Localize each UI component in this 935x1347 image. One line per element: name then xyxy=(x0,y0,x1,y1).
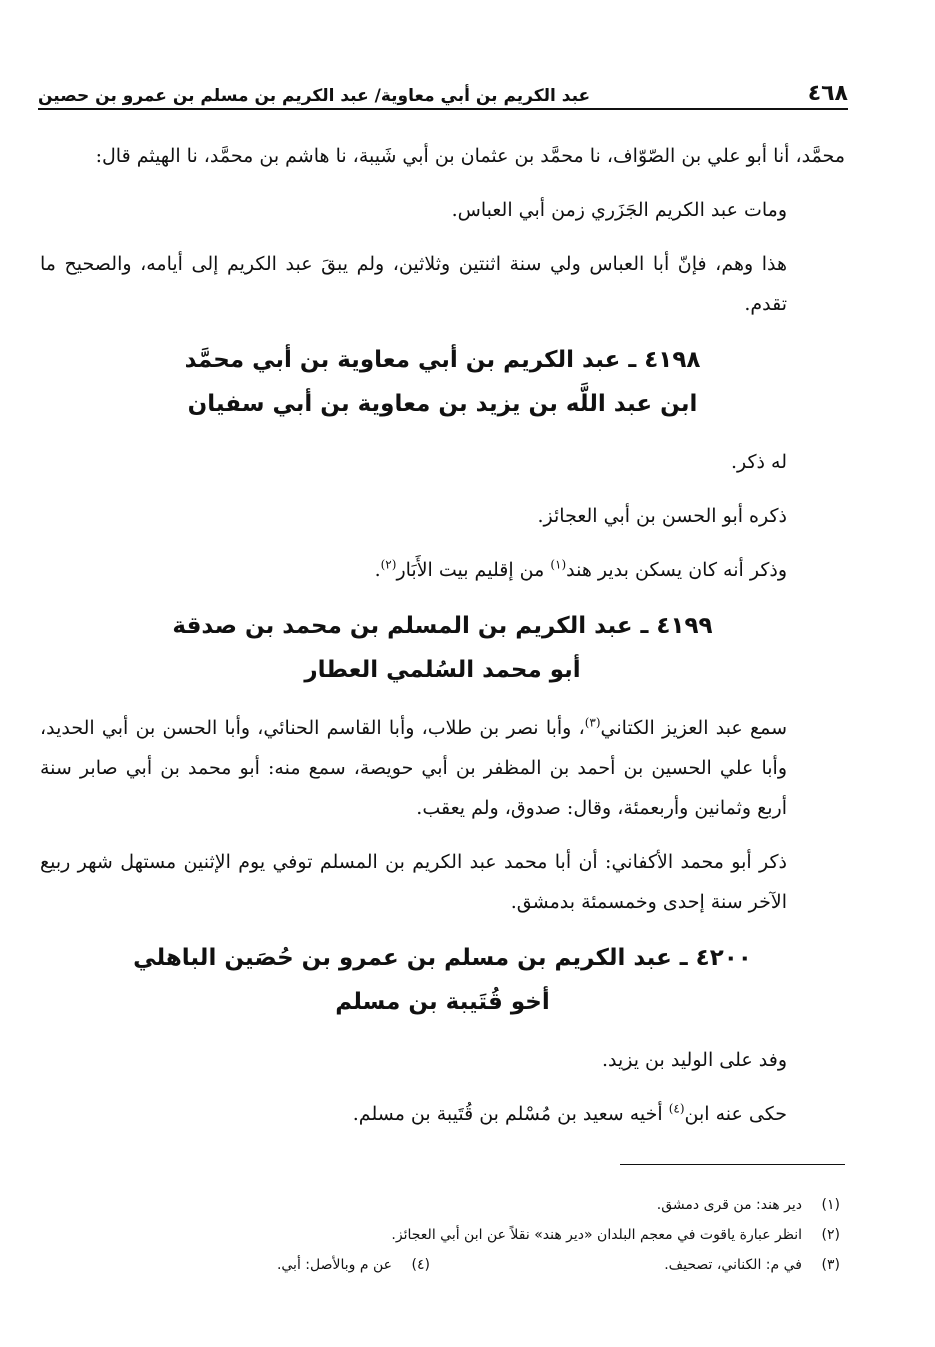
text-run: وذكر أنه كان يسكن بدير هند xyxy=(566,559,787,581)
footnote-ref-2[interactable]: (٢) xyxy=(380,557,397,572)
paragraph xyxy=(40,550,845,590)
paragraph xyxy=(40,1094,845,1134)
footnote-text: عن م وبالأصل: أبي. xyxy=(276,1257,392,1273)
paragraph: وفد على الوليد بن يزيد. xyxy=(601,1049,787,1071)
footnote-separator xyxy=(620,1164,845,1165)
footnote-1 xyxy=(657,1190,840,1220)
paragraph: هذا وهم، فإنّ أبا العباس ولي سنة اثنتين وثلاثين، ولم يبقَ عبد الكريم إلى أيامه، والصحيح ما تقدم. xyxy=(40,253,787,315)
entry-title-line2: أخو قُتَيبة بن مسلم xyxy=(335,989,550,1015)
footnote-number: (٢) xyxy=(821,1227,840,1243)
footnote-row xyxy=(40,1250,840,1280)
text-run: أخيه سعيد بن مُسْلم بن قُتَيبة بن مسلم. xyxy=(352,1103,669,1125)
footnote-number: (٤) xyxy=(411,1257,430,1273)
paragraph xyxy=(40,708,845,828)
footnote-ref-3[interactable]: (٣) xyxy=(584,715,601,730)
text-run: حكى عنه ابن xyxy=(684,1103,787,1125)
footnote-4 xyxy=(277,1250,430,1280)
footnotes xyxy=(40,1190,840,1280)
entry-title-line2: أبو محمد السُلمي العطار xyxy=(304,657,581,683)
footnote-number: (٣) xyxy=(821,1257,840,1273)
entry-title-line2: ابن عبد اللَّه بن يزيد بن معاوية بن أبي سفيان xyxy=(187,391,698,417)
text-run: ، وأبا نصر بن طلاب، وأبا القاسم الحنائي، وأبا الحسن بن أبي الحديد، وأبا علي الحسين بن أحمد بن المظفر بن أبي حويصة، سمع منه: أبو محمد بن أبي صابر سنة أربع وثمانين وأربعمئة، وقال: صدوق، ولم يعقب. xyxy=(40,717,787,819)
paragraph: ومات عبد الكريم الجَزَري زمن أبي العباس. xyxy=(451,199,787,221)
footnote-text: في م: الكناني، تصحيف. xyxy=(664,1257,802,1273)
page-header xyxy=(38,72,848,106)
text-run: من إقليم بيت الأَبَار xyxy=(396,559,551,581)
page-number: ٤٦٨ xyxy=(807,81,848,106)
entry-heading-4200 xyxy=(40,936,845,1024)
running-title: عبد الكريم بن أبي معاوية/ عبد الكريم بن مسلم بن عمرو بن حصين xyxy=(38,86,591,106)
entry-heading-4198 xyxy=(40,338,845,426)
paragraph: له ذكر. xyxy=(730,451,787,473)
paragraph: ذكر أبو محمد الأكفاني: أن أبا محمد عبد الكريم بن المسلم توفي يوم الإثنين مستهل شهر ربيع الآخر سنة إحدى وخمسمئة بدمشق. xyxy=(40,851,787,913)
text-run: سمع عبد العزيز الكتاني xyxy=(600,717,787,739)
entry-title-line1: ٤٢٠٠ ـ عبد الكريم بن مسلم بن عمرو بن حُصَين الباهلي xyxy=(133,945,752,971)
main-text xyxy=(40,136,845,1148)
paragraph: ذكره أبو الحسن بن أبي العجائز. xyxy=(537,505,787,527)
footnote-row xyxy=(40,1190,840,1220)
footnote-text: دير هند: من قرى دمشق. xyxy=(656,1197,802,1213)
footnote-2 xyxy=(391,1220,840,1250)
header-rule xyxy=(38,108,848,110)
entry-heading-4199 xyxy=(40,604,845,692)
footnote-number: (١) xyxy=(821,1197,840,1213)
paragraph: محمَّد، أنا أبو علي بن الصّوّاف، نا محمَّد بن عثمان بن أبي شَيبة، نا هاشم بن محمَّد، نا الهيثم قال: xyxy=(95,145,845,167)
footnote-text: انظر عبارة ياقوت في معجم البلدان «دير هند» نقلاً عن ابن أبي العجائز. xyxy=(391,1227,802,1243)
text-run: . xyxy=(374,559,381,581)
footnote-3 xyxy=(430,1250,840,1280)
footnote-ref-1[interactable]: (١) xyxy=(550,557,567,572)
entry-title-line1: ٤١٩٨ ـ عبد الكريم بن أبي معاوية بن أبي محمَّد xyxy=(184,347,701,373)
footnote-ref-4[interactable]: (٤) xyxy=(668,1101,685,1116)
entry-title-line1: ٤١٩٩ ـ عبد الكريم بن المسلم بن محمد بن صدقة xyxy=(172,613,713,639)
footnote-row xyxy=(40,1220,840,1250)
